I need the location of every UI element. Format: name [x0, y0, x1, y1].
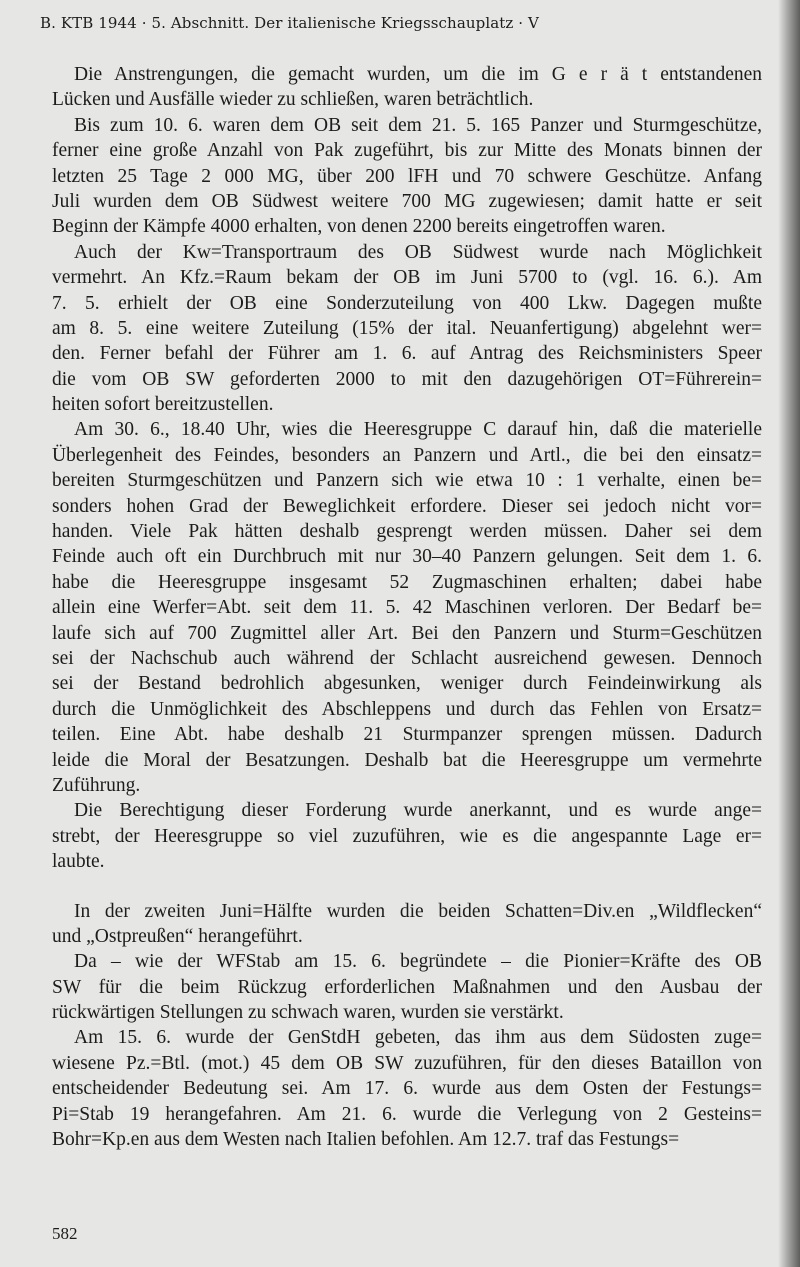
text-line: leide die Moral der Besatzungen. Deshalb bat die Heeresgruppe um vermehrte: [52, 749, 762, 771]
text-line: und „Ostpreußen“ herangeführt.: [52, 925, 303, 947]
section-gap: [52, 875, 762, 899]
text-line: Die Anstrengungen, die gemacht wurden, um die im G e r ä t entstandenen: [74, 64, 762, 85]
text-line: habe die Heeresgruppe insgesamt 52 Zugmaschinen erhalten; dabei habe: [52, 571, 762, 593]
text-line: durch die Unmöglichkeit des Abschleppens und durch das Fehlen von Ersatz=: [52, 698, 762, 720]
text-line: den. Ferner befahl der Führer am 1. 6. auf Antrag des Reichsministers Speer: [52, 343, 762, 365]
text-line: ferner eine große Anzahl von Pak zugeführt, bis zur Mitte des Monats binnen der: [52, 140, 762, 162]
text-line: letzten 25 Tage 2 000 MG, über 200 lFH und 70 schwere Geschütze. Anfang: [52, 165, 762, 187]
paragraph: [52, 899, 762, 950]
text-line: Feinde auch oft ein Durchbruch mit nur 30–40 Panzern gelungen. Seit dem 1. 6.: [52, 546, 762, 568]
paragraph: [52, 113, 762, 240]
body-text: [52, 62, 762, 1152]
paragraph: [52, 1025, 762, 1152]
text-line: sei der Nachschub auch während der Schlacht ausreichend gewesen. Dennoch: [52, 647, 762, 669]
text-line: SW für die beim Rückzug erforderlichen Maßnahmen und den Ausbau der: [52, 976, 762, 998]
text-line: sei der Bestand bedrohlich abgesunken, weniger durch Feindeinwirkung als: [52, 673, 762, 695]
text-line: rückwärtigen Stellungen zu schwach waren, wurden sie verstärkt.: [52, 1002, 564, 1024]
text-line: 7. 5. erhielt der OB eine Sonderzuteilung von 400 Lkw. Dagegen mußte: [52, 292, 762, 314]
paragraph: [52, 949, 762, 1025]
text-line: entscheidender Bedeutung sei. Am 17. 6. wurde aus dem Osten der Festungs=: [52, 1078, 762, 1100]
text-line: Am 15. 6. wurde der GenStdH gebeten, das ihm aus dem Südosten zuge=: [74, 1027, 762, 1049]
paragraph: [52, 798, 762, 874]
text-line: Pi=Stab 19 herangefahren. Am 21. 6. wurde die Verlegung von 2 Gesteins=: [52, 1103, 762, 1125]
text-line: sonders hohen Grad der Beweglichkeit erfordere. Dieser sei jedoch nicht vor=: [52, 495, 762, 517]
text-line: am 8. 5. eine weitere Zuteilung (15% der ital. Neuanfertigung) abgelehnt wer=: [52, 317, 762, 339]
paragraph: [52, 240, 762, 418]
paragraph: [52, 417, 762, 798]
text-line: Bis zum 10. 6. waren dem OB seit dem 21. 5. 165 Panzer und Sturmgeschütze,: [74, 114, 762, 136]
text-line: laubte.: [52, 851, 105, 873]
text-line: laufe sich auf 700 Zugmittel aller Art. Bei den Panzern und Sturm=Geschützen: [52, 622, 762, 644]
text-line: Da – wie der WFStab am 15. 6. begründete – die Pionier=Kräfte des OB: [74, 951, 762, 973]
text-line: Juli wurden dem OB Südwest weitere 700 MG zugewiesen; damit hatte er seit: [52, 190, 762, 212]
text-line: handen. Viele Pak hätten deshalb gesprengt werden müssen. Daher sei dem: [52, 521, 762, 543]
text-line: In der zweiten Juni=Hälfte wurden die beiden Schatten=Div.en „Wildflecken“: [74, 900, 762, 922]
text-line: strebt, der Heeresgruppe so viel zuzuführen, wie es die angespannte Lage er=: [52, 825, 762, 847]
text-line: Lücken und Ausfälle wieder zu schließen, waren beträchtlich.: [52, 89, 534, 111]
text-line: Am 30. 6., 18.40 Uhr, wies die Heeresgruppe C darauf hin, daß die materielle: [74, 419, 762, 441]
page-number: 582: [52, 1224, 78, 1243]
text-line: teilen. Eine Abt. habe deshalb 21 Sturmpanzer sprengen müssen. Dadurch: [52, 724, 762, 746]
text-line: Zuführung.: [52, 774, 141, 796]
text-line: Auch der Kw=Transportraum des OB Südwest wurde nach Möglichkeit: [74, 241, 762, 263]
text-line: wiesene Pz.=Btl. (mot.) 45 dem OB SW zuzuführen, für den dieses Bataillon von: [52, 1052, 762, 1074]
running-header: B. KTB 1944 · 5. Abschnitt. Der italienische Kriegsschauplatz · V: [40, 14, 539, 32]
text-line: Die Berechtigung dieser Forderung wurde anerkannt, und es wurde ange=: [74, 800, 762, 822]
text-line: die vom OB SW geforderten 2000 to mit den dazugehörigen OT=Führerein=: [52, 368, 762, 390]
text-line: vermehrt. An Kfz.=Raum bekam der OB im Juni 5700 to (vgl. 16. 6.). Am: [52, 267, 762, 289]
text-line: bereiten Sturmgeschützen und Panzern sich wie etwa 10 : 1 verhalte, einen be=: [52, 470, 762, 492]
text-line: Überlegenheit des Feindes, besonders an Panzern und Artl., die bei den einsatz=: [52, 444, 762, 466]
paragraph: [52, 62, 762, 113]
text-line: heiten sofort bereitzustellen.: [52, 394, 274, 416]
text-line: allein eine Werfer=Abt. seit dem 11. 5. 42 Maschinen verloren. Der Bedarf be=: [52, 597, 762, 619]
page-gutter-shadow: [778, 0, 800, 1267]
text-line: Beginn der Kämpfe 4000 erhalten, von denen 2200 bereits eingetroffen waren.: [52, 216, 666, 238]
text-line: Bohr=Kp.en aus dem Westen nach Italien befohlen. Am 12.7. traf das Festungs=: [52, 1129, 680, 1151]
